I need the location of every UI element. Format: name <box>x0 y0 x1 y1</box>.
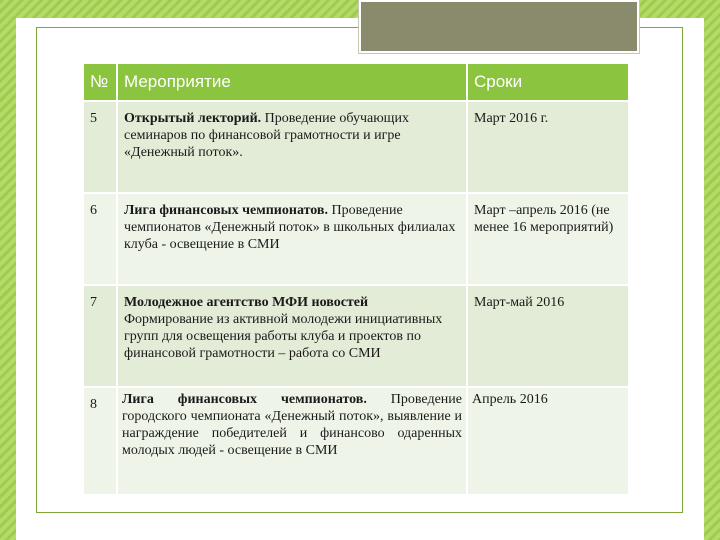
row-number: 8 <box>83 387 117 495</box>
row-description <box>117 387 467 495</box>
table-row <box>83 285 629 387</box>
row-description <box>117 285 467 387</box>
row-number: 7 <box>83 285 117 387</box>
row-title: Лига финансовых чемпионатов. <box>122 392 367 407</box>
row-description <box>117 193 467 285</box>
row-title: Открытый лекторий. <box>124 111 262 126</box>
row-text: Формирование из активной молодежи инициативных групп для освещения работы клуба и проектов по финансовой грамотности – работа со СМИ <box>124 312 443 361</box>
row-dates: Март –апрель 2016 (не менее 16 мероприятий) <box>467 193 629 285</box>
row-title: Лига финансовых чемпионатов. <box>124 203 328 218</box>
row-dates: Март 2016 г. <box>467 101 629 193</box>
row-text: Проведение городского чемпионата «Денежный поток», выявление и награждение победителей и финансово одаренных молодых людей - освещение в СМИ <box>122 392 462 458</box>
events-table <box>82 62 630 496</box>
table-row <box>83 387 629 495</box>
row-text: Проведение чемпионатов «Денежный поток» в школьных филиалах клуба - освещение в СМИ <box>124 203 456 252</box>
table-row <box>83 101 629 193</box>
row-dates: Март-май 2016 <box>467 285 629 387</box>
row-dates: Апрель 2016 <box>467 387 629 495</box>
row-number: 5 <box>83 101 117 193</box>
row-text: Проведение обучающих семинаров по финансовой грамотности и игре «Денежный поток». <box>124 111 409 160</box>
title-box <box>359 0 639 53</box>
header-dates: Сроки <box>467 63 629 101</box>
row-description <box>117 101 467 193</box>
table-header-row <box>83 63 629 101</box>
row-title: Молодежное агентство МФИ новостей <box>124 295 369 310</box>
row-number: 6 <box>83 193 117 285</box>
table-row <box>83 193 629 285</box>
header-event: Мероприятие <box>117 63 467 101</box>
header-num: № <box>83 63 117 101</box>
